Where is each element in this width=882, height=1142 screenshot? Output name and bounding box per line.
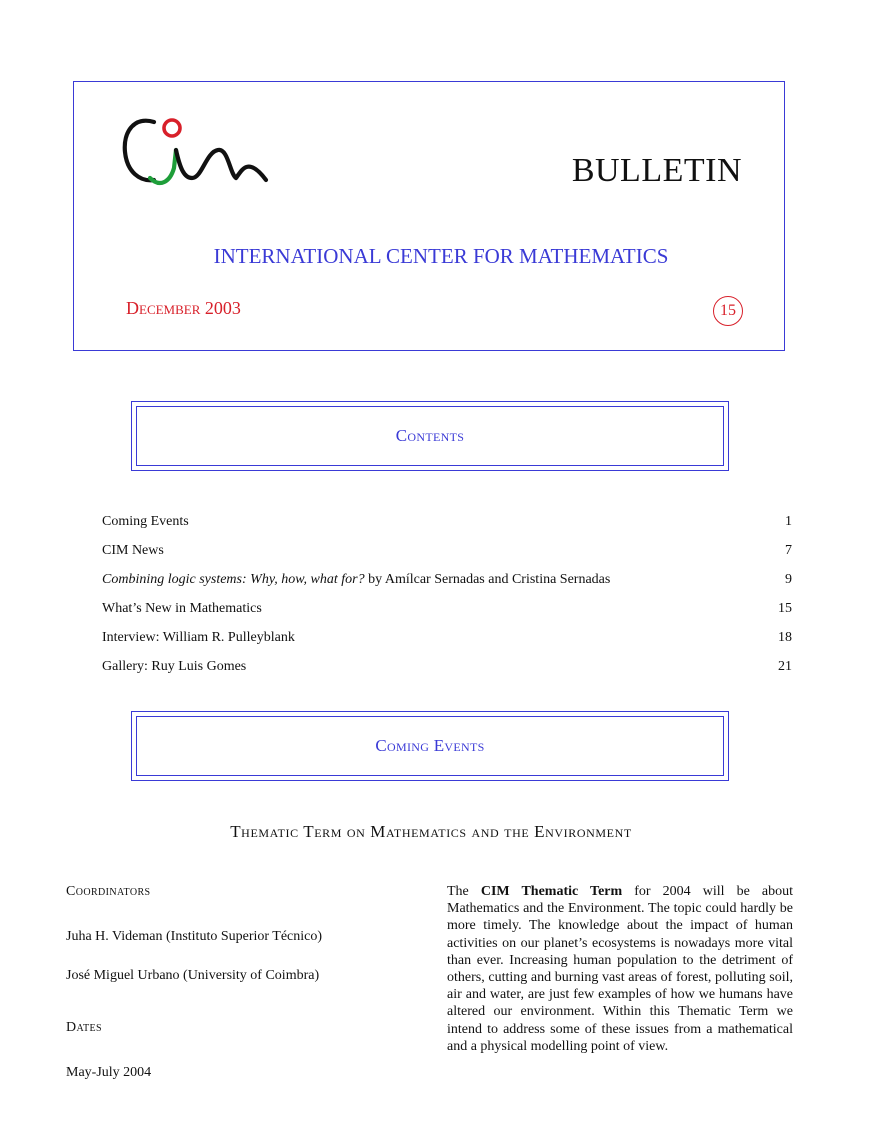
toc-row[interactable] [102,601,792,630]
toc-title: Coming Events [102,514,189,529]
toc-row[interactable] [102,572,792,601]
coming-events-heading: Coming Events [375,736,485,755]
toc-title: CIM News [102,543,164,558]
contents-heading-box [131,401,729,471]
toc-title: Interview: William R. Pulleyblank [102,630,295,645]
table-of-contents [102,514,792,688]
description-text: for 2004 will be about Mathematics and the Environment. The topic could hardly be more timely. The knowledge about the impact of human activities on our planet’s ecosystems is nowadays more vital than ever. Increasing human population to the detriment of others, cutting and burning vast areas of forest, polluting soil, air and water, are just few examples of how we humans have altered our environment. Within this Thematic Term we intend to address some of these issues from a mathematical and a physical modelling point of view. [447,884,793,1054]
toc-row[interactable] [102,630,792,659]
toc-title-italic: Combining logic systems: Why, how, what for? [102,572,365,587]
center-name: INTERNATIONAL CENTER FOR MATHEMATICS [213,244,669,268]
description-lead: The [447,884,481,899]
toc-page: 1 [785,514,792,529]
toc-title: Gallery: Ruy Luis Gomes [102,659,247,674]
contents-heading: Contents [395,426,465,445]
issue-date: December 2003 [126,298,241,318]
coordinator-name: Juha H. Videman (Instituto Superior Técnico) [66,929,323,944]
toc-row[interactable] [102,659,792,688]
toc-page: 18 [778,630,792,645]
issue-number-badge: 15 [713,296,743,326]
event-description [447,883,793,1055]
coming-events-heading-box [131,711,729,781]
toc-title-authors: by Amílcar Sernadas and Cristina Sernadas [364,572,611,587]
toc-page: 7 [785,543,792,558]
toc-page: 21 [778,659,792,674]
event-title: Thematic Term on Mathematics and the Environment [230,822,632,841]
bulletin-title: BULLETIN [571,152,742,189]
coordinator-name: José Miguel Urbano (University of Coimbra) [66,968,320,983]
description-bold: CIM Thematic Term [480,884,623,899]
toc-title: What’s New in Mathematics [102,601,262,616]
toc-page: 9 [785,572,792,587]
cim-logo-icon [120,112,270,188]
toc-row[interactable] [102,543,792,572]
dates-value: May-July 2004 [66,1065,152,1080]
toc-page: 15 [778,601,792,616]
dates-label: Dates [66,1020,103,1035]
toc-title [102,572,610,588]
toc-row[interactable] [102,514,792,543]
coordinators-label: Coordinators [66,884,151,899]
